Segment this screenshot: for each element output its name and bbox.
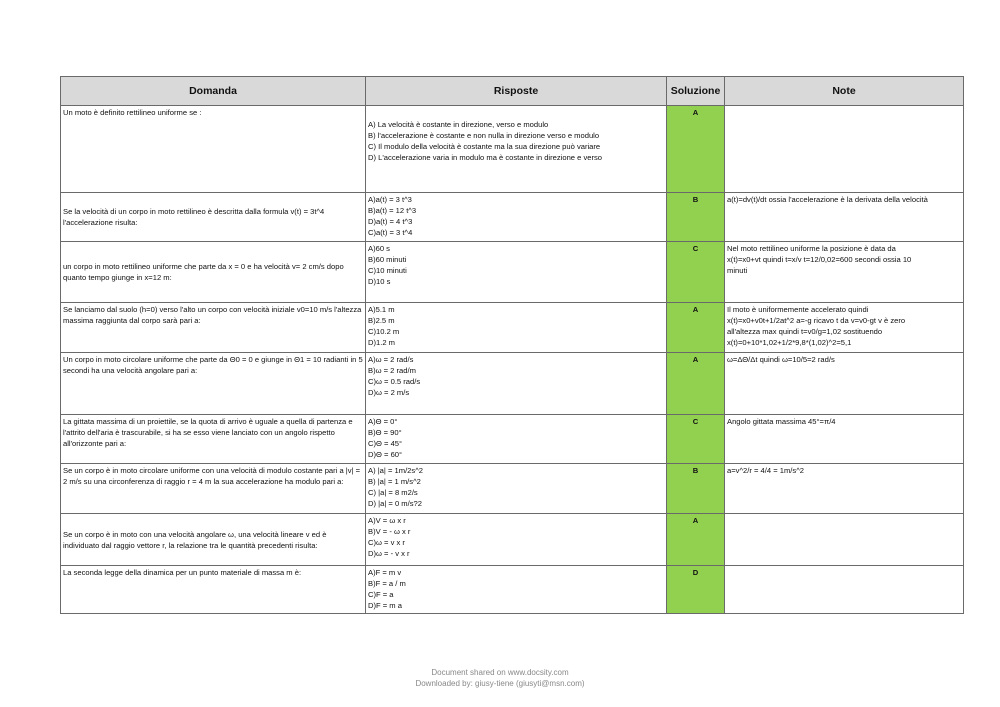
answer-option: A)V = ω x r bbox=[368, 516, 406, 525]
answer-option: B)V = - ω x r bbox=[368, 527, 411, 536]
question-cell: Un corpo in moto circolare uniforme che parte da Θ0 = 0 e giunge in Θ1 = 10 radianti in 5 secondi ha una velocità angolare pari a: bbox=[61, 353, 366, 415]
answer-option: D)ω = 2 m/s bbox=[368, 388, 410, 397]
answer-option: A)a(t) = 3 t^3 bbox=[368, 195, 412, 204]
table-row bbox=[61, 514, 964, 566]
notes-cell bbox=[725, 193, 964, 242]
answers-cell bbox=[366, 514, 667, 566]
answer-option: C)10 minuti bbox=[368, 266, 407, 275]
table-row bbox=[61, 566, 964, 614]
answer-option: D)ω = - v x r bbox=[368, 549, 410, 558]
answer-option: C)a(t) = 3 t^4 bbox=[368, 228, 413, 237]
answer-option: D)Θ = 60° bbox=[368, 450, 403, 459]
note-line: x(t)=x0+v0t+1/2at^2 a=-g ricavo t da v=v0-gt v è zero bbox=[727, 316, 906, 325]
answer-option: B)60 minuti bbox=[368, 255, 407, 264]
answer-option: A)ω = 2 rad/s bbox=[368, 355, 414, 364]
solution-cell: B bbox=[667, 464, 725, 514]
note-line: x(t)=0+10*1,02+1/2*9,8*(1,02)^2=5,1 bbox=[727, 338, 852, 347]
solution-cell: A bbox=[667, 353, 725, 415]
header-notes: Note bbox=[725, 77, 964, 106]
note-line: minuti bbox=[727, 266, 748, 275]
answer-option: C)Θ = 45° bbox=[368, 439, 403, 448]
answer-option: D)1.2 m bbox=[368, 338, 396, 347]
question-cell: Se lanciamo dal suolo (h=0) verso l'alto un corpo con velocità iniziale v0=10 m/s l'altezza massima raggiunta dal corpo sarà pari a: bbox=[61, 303, 366, 353]
solution-cell: A bbox=[667, 303, 725, 353]
answer-option: B)a(t) = 12 t^3 bbox=[368, 206, 417, 215]
answer-option: B)F = a / m bbox=[368, 579, 406, 588]
solution-cell: A bbox=[667, 514, 725, 566]
answer-option: A)F = m v bbox=[368, 568, 402, 577]
note-line: x(t)=x0+vt quindi t=x/v t=12/0,02=600 secondi ossia 10 bbox=[727, 255, 912, 264]
table-row bbox=[61, 464, 964, 514]
answer-option: A)60 s bbox=[368, 244, 390, 253]
answer-option: D) |a| = 0 m/s?2 bbox=[368, 499, 422, 508]
answer-option: C)ω = v x r bbox=[368, 538, 405, 547]
table-row bbox=[61, 242, 964, 303]
solution-cell: A bbox=[667, 106, 725, 193]
notes-cell bbox=[725, 106, 964, 193]
header-row bbox=[61, 77, 964, 106]
answer-option: C) Il modulo della velocità è costante ma la sua direzione può variare bbox=[368, 142, 601, 151]
header-solution: Soluzione bbox=[667, 77, 725, 106]
notes-cell bbox=[725, 303, 964, 353]
answer-option: B) l'accelerazione è costante e non nulla in direzione verso e modulo bbox=[368, 131, 600, 140]
question-cell: Se un corpo è in moto con una velocità angolare ω, una velocità lineare v ed è individuato dal raggio vettore r, la relazione tra le quantità precedenti risulta: bbox=[61, 514, 366, 566]
footer-downloaded-by: Downloaded by: giusy-tiene (giusyti@msn.com) bbox=[415, 679, 585, 688]
answer-option: C)F = a bbox=[368, 590, 394, 599]
solution-cell: B bbox=[667, 193, 725, 242]
answers-cell bbox=[366, 415, 667, 464]
answer-option: C)ω = 0.5 rad/s bbox=[368, 377, 421, 386]
note-line: a=v^2/r = 4/4 = 1m/s^2 bbox=[727, 466, 804, 475]
answer-option: A)5.1 m bbox=[368, 305, 395, 314]
solution-cell: C bbox=[667, 242, 725, 303]
note-line: Angolo gittata massima 45°=π/4 bbox=[727, 417, 836, 426]
question-cell: Se la velocità di un corpo in moto rettilineo è descritta dalla formula v(t) = 3t^4 l'accelerazione risulta: bbox=[61, 193, 366, 242]
note-line: all'altezza max quindi t=v0/g=1,02 sostituendo bbox=[727, 327, 883, 336]
notes-cell bbox=[725, 353, 964, 415]
quiz-table bbox=[60, 76, 964, 614]
answers-cell bbox=[366, 464, 667, 514]
answer-option: D)a(t) = 4 t^3 bbox=[368, 217, 413, 226]
answer-option: D) L'accelerazione varia in modulo ma è costante in direzione e verso bbox=[368, 153, 603, 162]
question-cell: Un moto è definito rettilineo uniforme se : bbox=[61, 106, 366, 193]
table-row bbox=[61, 353, 964, 415]
question-cell: un corpo in moto rettilineo uniforme che parte da x = 0 e ha velocità v= 2 cm/s dopo quanto tempo giunge in x=12 m: bbox=[61, 242, 366, 303]
answers-cell bbox=[366, 193, 667, 242]
answer-option: D)F = m a bbox=[368, 601, 402, 610]
notes-cell bbox=[725, 566, 964, 614]
answer-option: C) |a| = 8 m2/s bbox=[368, 488, 418, 497]
solution-cell: D bbox=[667, 566, 725, 614]
answer-option: B) |a| = 1 m/s^2 bbox=[368, 477, 421, 486]
note-line: Nel moto rettilineo uniforme la posizione è data da bbox=[727, 244, 896, 253]
table-row bbox=[61, 193, 964, 242]
answers-cell bbox=[366, 106, 667, 193]
question-cell: La gittata massima di un proiettile, se la quota di arrivo è uguale a quella di partenza e l'attrito dell'aria è trascurabile, si ha se esso viene lanciato con un angolo rispetto all'orizzonte pari a: bbox=[61, 415, 366, 464]
notes-cell bbox=[725, 415, 964, 464]
answers-cell bbox=[366, 353, 667, 415]
answer-option: C)10.2 m bbox=[368, 327, 400, 336]
answer-option: B)ω = 2 rad/m bbox=[368, 366, 416, 375]
notes-cell bbox=[725, 242, 964, 303]
table-row bbox=[61, 106, 964, 193]
question-cell: Se un corpo è in moto circolare uniforme con una velocità di modulo costante pari a |v| = 2 m/s su una circonferenza di raggio r = 4 m la sua accelerazione ha modulo pari a: bbox=[61, 464, 366, 514]
note-line: Il moto è uniformemente accelerato quindi bbox=[727, 305, 869, 314]
answer-option: A) |a| = 1m/2s^2 bbox=[368, 466, 423, 475]
notes-cell bbox=[725, 464, 964, 514]
table-row bbox=[61, 303, 964, 353]
notes-cell bbox=[725, 514, 964, 566]
header-answers: Risposte bbox=[366, 77, 667, 106]
answer-option: A) La velocità è costante in direzione, verso e modulo bbox=[368, 120, 549, 129]
table-row bbox=[61, 415, 964, 464]
answers-cell bbox=[366, 242, 667, 303]
answers-cell bbox=[366, 566, 667, 614]
header-question: Domanda bbox=[61, 77, 366, 106]
note-line: ω=ΔΘ/Δt quindi ω=10/5=2 rad/s bbox=[727, 355, 835, 364]
answer-option: B)Θ = 90° bbox=[368, 428, 402, 437]
question-cell: La seconda legge della dinamica per un punto materiale di massa m è: bbox=[61, 566, 366, 614]
answers-cell bbox=[366, 303, 667, 353]
answer-option: A)Θ = 0° bbox=[368, 417, 398, 426]
footer-shared-on: Document shared on www.docsity.com bbox=[431, 668, 569, 677]
answer-option: B)2.5 m bbox=[368, 316, 395, 325]
note-line: a(t)=dv(t)/dt ossia l'accelerazione è la derivata della velocità bbox=[727, 195, 928, 204]
answer-option: D)10 s bbox=[368, 277, 391, 286]
solution-cell: C bbox=[667, 415, 725, 464]
